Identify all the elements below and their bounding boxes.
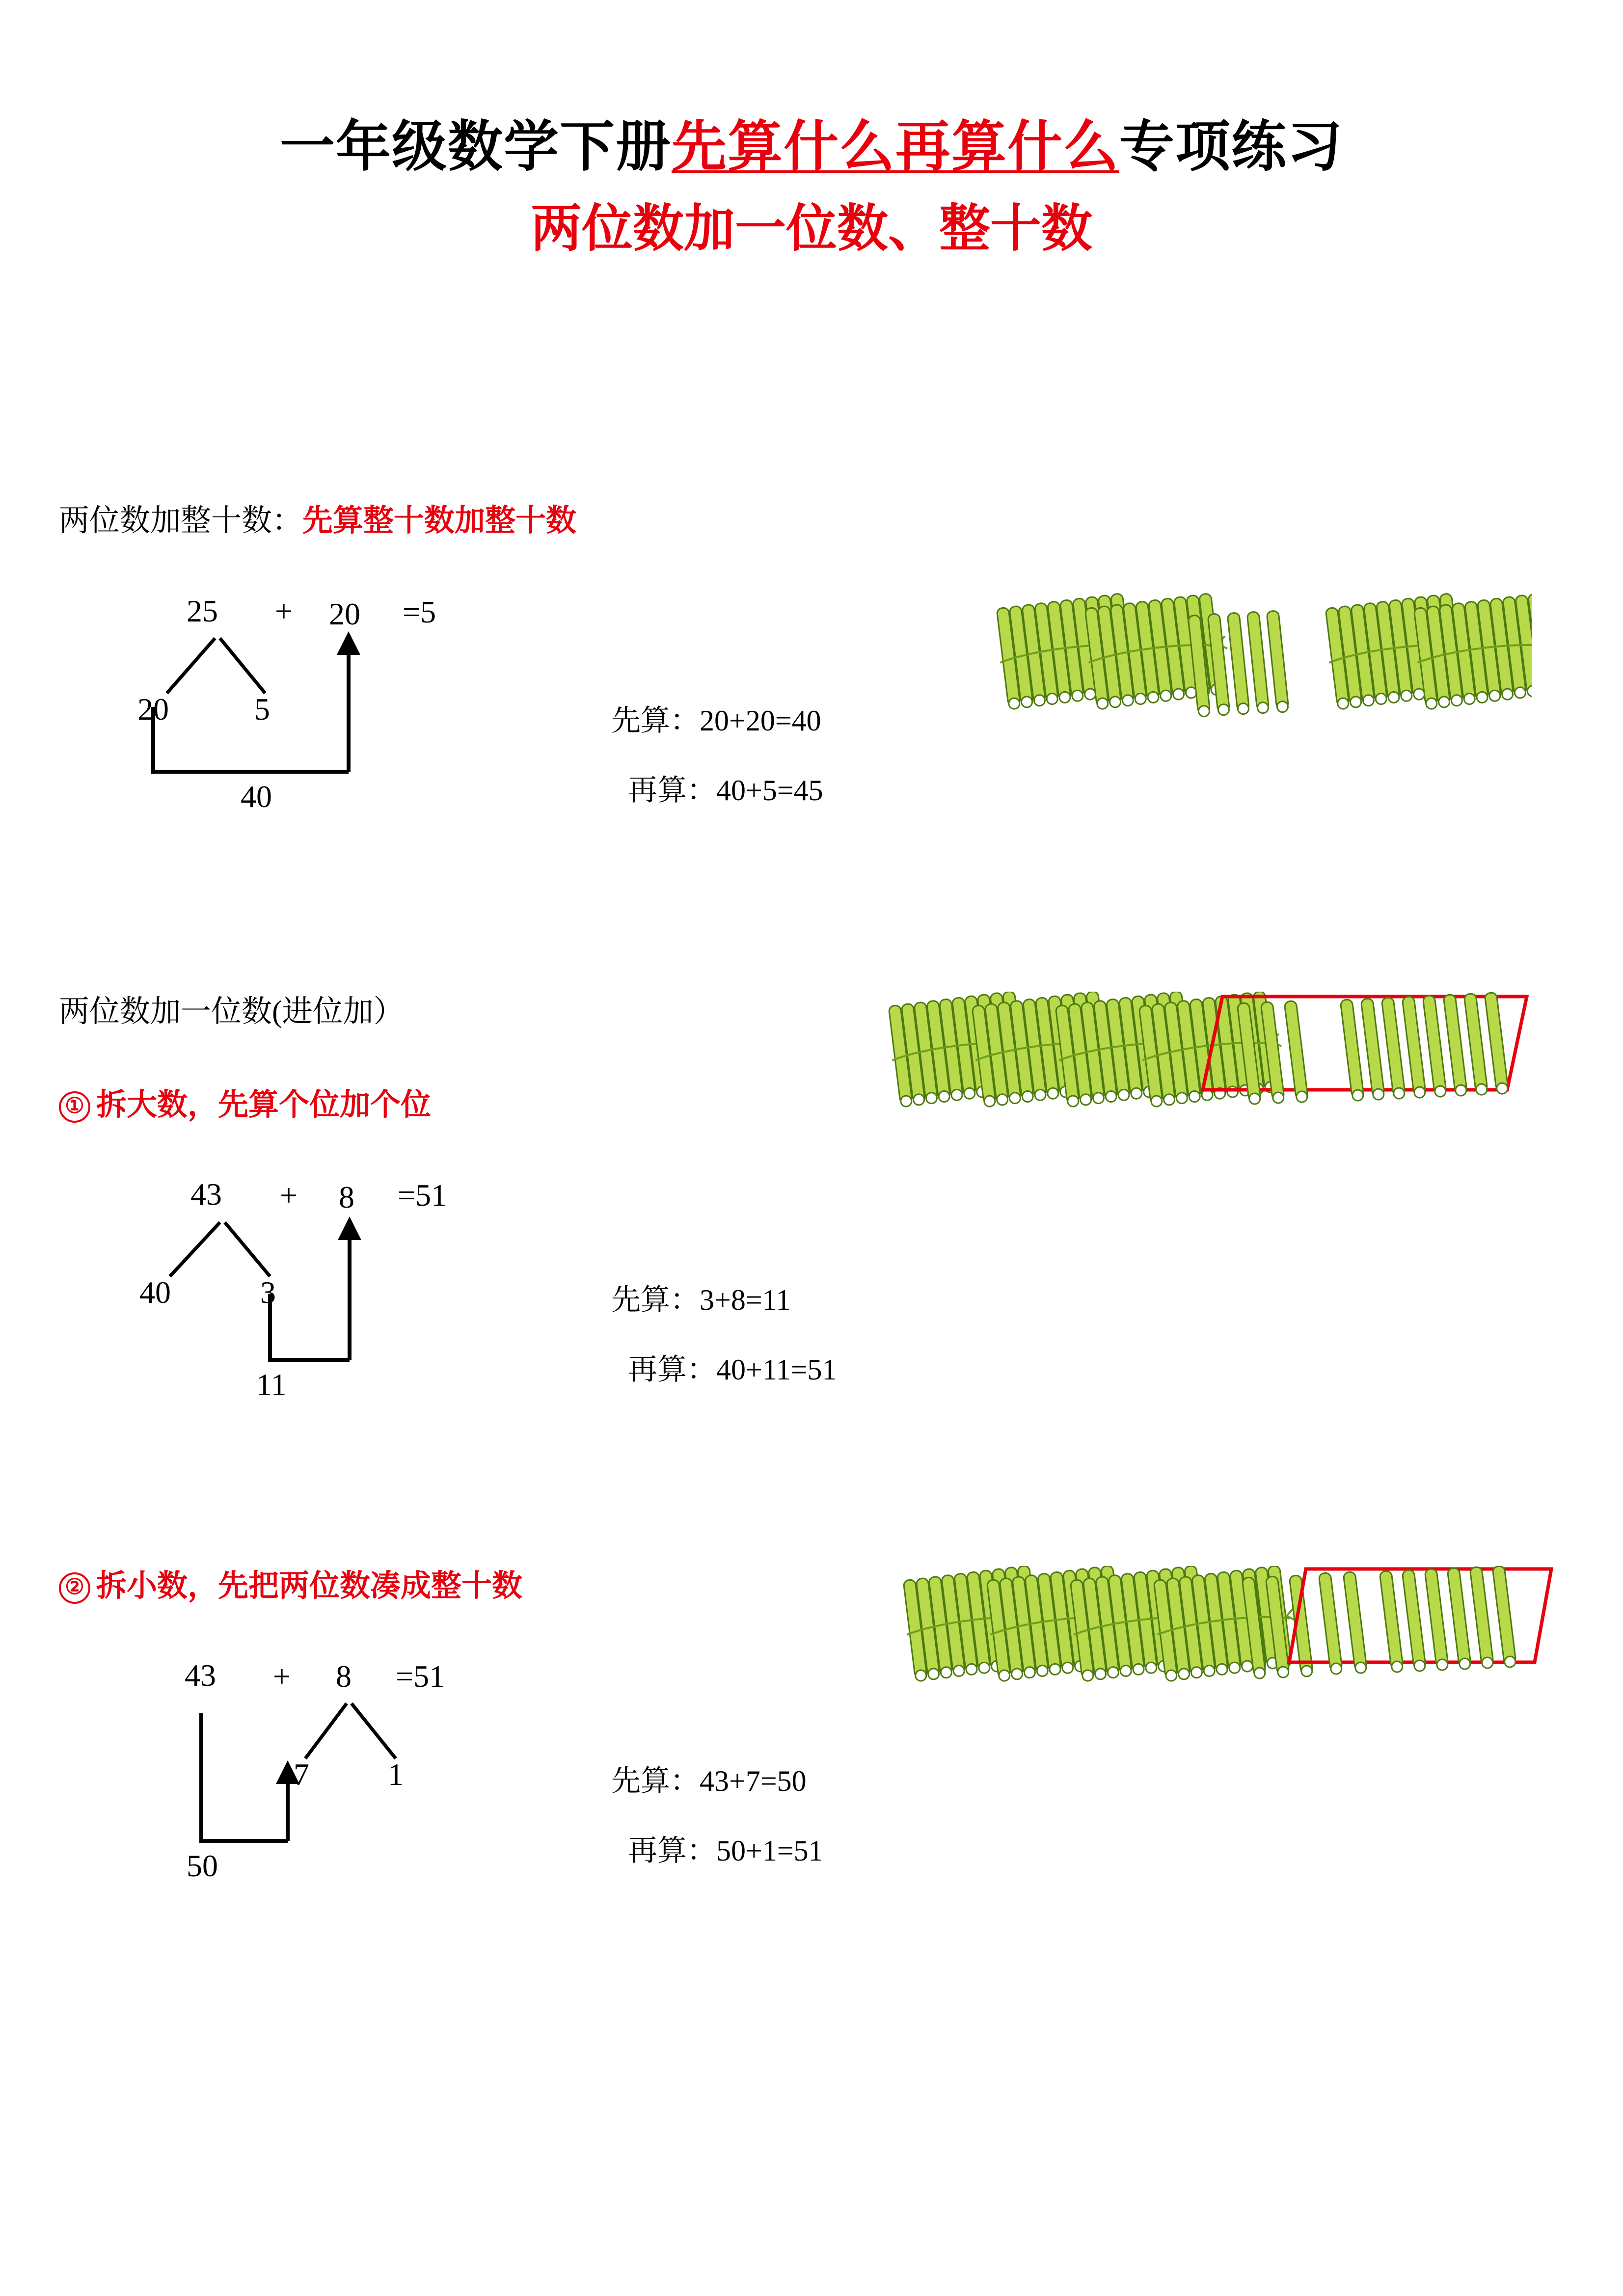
section-2-operand-b: 8	[339, 1180, 354, 1215]
section-1-decomposition-diagram	[118, 589, 520, 839]
section-1-heading-red: 先算整十数加整十数	[302, 504, 577, 538]
section-3-split-bottom: 50	[187, 1848, 218, 1883]
section-2-subheading	[59, 1080, 431, 1124]
page-title	[0, 113, 1623, 266]
section-2-stick-bundles	[884, 992, 1571, 1161]
section-2-subheading-text: 拆大数，先算个位加个位	[96, 1088, 432, 1122]
section-2-decomposition-diagram	[123, 1173, 525, 1429]
section-3-step-1-value: 43+7=50	[700, 1765, 807, 1797]
section-2-heading-black: 两位数加一位数(进位加）	[59, 995, 404, 1028]
section-2-step-2	[628, 1346, 837, 1388]
section-1-step-2	[628, 767, 823, 809]
section-2-split-bottom: 11	[256, 1367, 287, 1402]
section-3-split-left: 7	[294, 1757, 309, 1792]
section-2-steps	[611, 1276, 837, 1416]
section-2-step-1	[611, 1276, 837, 1319]
section-1-step-1-label: 先算：	[611, 704, 700, 737]
section-2-step-2-label: 再算：	[628, 1353, 716, 1386]
section-3-step-2-label: 再算：	[628, 1835, 716, 1867]
section-2-plus-sign: +	[280, 1178, 298, 1213]
section-3-step-1-label: 先算：	[611, 1765, 700, 1797]
section-1-split-right: 5	[254, 692, 270, 727]
section-1-plus-sign: +	[275, 594, 293, 628]
section-1-operand-a: 25	[187, 594, 218, 628]
section-3-plus-sign: +	[273, 1659, 291, 1694]
title-part-pre: 一年级数学下册	[280, 117, 672, 178]
section-1-split-bottom: 40	[241, 779, 272, 814]
section-3-subheading-text: 拆小数，先把两位数凑成整十数	[96, 1569, 523, 1603]
section-2-step-1-label: 先算：	[611, 1284, 700, 1316]
section-2-operand-a: 43	[190, 1177, 222, 1212]
section-3-index-badge: ②	[59, 1572, 90, 1604]
section-3-split-right: 1	[388, 1757, 404, 1792]
section-2-split-right: 3	[260, 1275, 276, 1310]
section-3-subheading	[59, 1561, 522, 1605]
section-1-step-1-value: 20+20=40	[700, 704, 821, 737]
title-part-post: 专项练习	[1119, 117, 1343, 178]
section-3-operand-a: 43	[185, 1658, 216, 1693]
section-3-steps	[611, 1757, 823, 1897]
section-3-decomposition-diagram	[123, 1654, 525, 1919]
section-1-split-left: 20	[137, 692, 169, 727]
section-3-step-1	[611, 1757, 823, 1800]
section-3-step-2	[628, 1827, 823, 1869]
section-1-heading-black: 两位数加整十数：	[59, 504, 303, 538]
section-3-result: =51	[396, 1659, 445, 1694]
section-1-stick-bundles	[992, 589, 1532, 758]
section-1-heading	[59, 496, 576, 540]
section-2-result: =51	[398, 1178, 447, 1213]
section-2-step-1-value: 3+8=11	[700, 1284, 791, 1316]
title-line-2: 两位数加一位数、整十数	[530, 201, 1092, 257]
section-3-operand-b: 8	[336, 1659, 352, 1694]
section-1-result: =5	[403, 594, 436, 629]
section-1-step-2-label: 再算：	[628, 774, 716, 807]
section-1-step-1	[611, 697, 823, 739]
section-1-operand-b: 20	[329, 596, 360, 631]
section-3-step-2-value: 50+1=51	[716, 1835, 823, 1867]
section-2-heading	[59, 987, 404, 1030]
section-2-step-2-value: 40+11=51	[716, 1353, 837, 1386]
title-part-red: 先算什么再算什么	[672, 117, 1119, 178]
title-line-1	[0, 113, 1623, 182]
section-2-index-badge: ①	[59, 1091, 90, 1123]
section-3-stick-bundles	[898, 1566, 1586, 1735]
section-1-step-2-value: 40+5=45	[716, 774, 823, 807]
section-2-split-left: 40	[139, 1275, 171, 1310]
section-1-steps	[611, 697, 823, 837]
